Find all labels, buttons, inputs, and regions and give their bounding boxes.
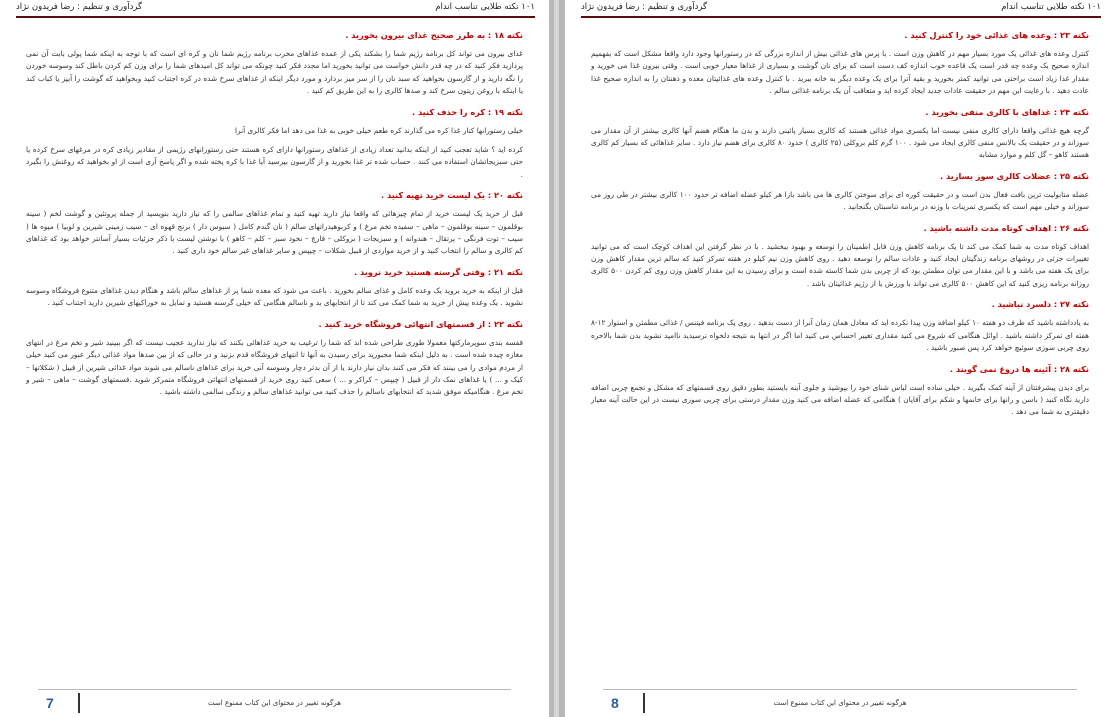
tip-paragraph: برای دیدن پیشرفتتان از آینه کمک بگیرید . خیلی ساده است لباس شنای خود را بپوشید و جلوی آینه بایستید بطور دقیق روی قسمتهای که مشکل و تجمع چربی اضافه دارید نگاه کنید ( باسن و رانها برای خانمها و شکم برای آقایان ) هنگامی که عضله اضافه می کنید وزن مقدار درستی برای چربی سوزی نیست در این حالت آینه معیار دقیقتری به شما می دهد .: [591, 382, 1089, 417]
tip-paragraph: به یادداشته باشید که ظرف دو هفته ۱۰ کیلو اضافه وزن پیدا نکرده اید که معادل همان زمان آنرا از دست بدهید . روی یک برنامه فیتنس / غذائی مطمئن و استوار ۱۲-۸ هفته ای تمرکز داشته باشید . اوائل هنگامی که شروع می کنید مقداری تغییر احساس می کنید اما اگر در انتها به نتیجه دلخواه نرسیدید ناامید نشوید بدن شما بالاخره روی چربی سوزی سوئیچ خواهد کرد پس صبور باشید .: [591, 318, 1089, 353]
footer-rule: [603, 689, 1077, 690]
tip-title: نکته ۲۸ : آئینه ها دروغ نمی گویند .: [949, 363, 1089, 374]
header-book-title: ۱۰۱ نکته طلایی تناسب اندام: [1001, 2, 1101, 12]
tip-title: نکته ۲۲ : از قسمتهای انتهائی فروشگاه خرید کنید .: [318, 318, 523, 329]
tip-title: نکته ۲۰ : یک لیست خرید تهیه کنید .: [381, 190, 523, 201]
page-number: 8: [611, 693, 645, 713]
page-header: [16, 2, 535, 14]
tip-paragraph: کنترل وعده های غذائی یک مورد بسیار مهم در کاهش وزن است . با پرس های غذائی بیش از اندازه بزرگی که در رستورانها وجود دارد واقعا مشکل است که بفهمیم اندازه صحیح یک وعده چه قدر است یک قاعده خوب اندازه کف دست است که برای نان گوشت و بسیاری از غذاها معیار خوبی است . وقتی بیرون غذا می خورید و مقدار غذا زیاد است براحتی می توانید کمتر بخورید و بقیه آنرا برای یک وعده دیگر به خانه ببرید . با کنترل وعده های غذائیتان معده و ذهنتان را به اندازه صحیح غذا عادت دهید . با رعایت این مهم در حقیقت عادات جدید ایجاد کرده اید و متعاقب آن یک برنامه غذائی سالم .: [591, 49, 1089, 96]
header-rule: [581, 16, 1101, 18]
header-rule: [16, 16, 535, 18]
tip-paragraph: خیلی رستورانها کنار غذا کره می گذارند کره طعم خیلی خوبی به غذا می دهد اما فکر کالری آنرا: [235, 125, 523, 135]
page-content: [591, 30, 1089, 657]
tip-title: نکته ۲۳ : وعده های غذائی خود را کنترل کنید .: [904, 30, 1089, 40]
tip-title: نکته ۲۱ : وقتی گرسنه هستید خرید نروید .: [354, 266, 523, 277]
tip-title: نکته ۲۶ : اهداف کوتاه مدت داشته باشید .: [923, 222, 1089, 233]
tip-paragraph: قبل از اینکه به خرید بروید یک وعده کامل و غذای سالم بخورید . باعث می شود که معده شما پر از غذاهای سالم باشد و هنگام دیدن غذاهای متنوع فروشگاه وسوسه نشوید . یک وعده پیش از خرید به شما کمک می کند تا از انتخابهای بد و ناسالم هنگامی که خیلی گرسنه هستید و تمایل به خوراکیهای شیرین دارید اجتناب کنید .: [26, 285, 523, 308]
tip-title: نکته ۲۷ : دلسرد نباشید .: [991, 299, 1089, 310]
page-gutter: [549, 0, 565, 717]
tip-paragraph: اهداف کوتاه مدت به شما کمک می کند تا یک برنامه کاهش وزن قابل اطمینان را توسعه و بهبود ببخشید . با در نظر گرفتن این اهداف کوچک است که می توانید تغییرات جزئی در روشهای برنامه زندگیتان ایجاد کنید و عادات سالم را توسعه دهید . روی کاهش وزن نیم کیلو در هفته تمرکز کنید که سالم ترین مقدار کاهش وزن برای یک هفته می باشد و با این مقدار می توان مطمئن بود که از چربی بدن شما کاسته شده است و برای رسیدن به این مقدار کاهش وزن روی کم کردن ۵۰۰ کالری روزانه برنامه ریزی کنید که این کاهش ۵۰۰ کالری می تواند با ورزش یا از رژیم غذائیتان باشد .: [591, 241, 1089, 288]
tip-title: نکته ۲۵ : عضلات کالری سوز بسازید .: [940, 170, 1089, 181]
tip-paragraph: غذای بیرون می تواند کل برنامه رژیم شما را بشکند یکی از عمده غذاهای مخرب برنامه رژیم شما نان و کره ای است که با توجه به اینکه شما پولی بابت آن نمی پردازید فکر کنید که در چه قدر دانش خواست می توانید بخورید اما مجدد فکر کنید چونکه می تواند کل امیدهای شما را برای وزن کم کردن باطل کند وسوسه خوردن را نگه دارید و از گارسون بخواهید که سبد نان را از سر میز بردارد و مورد دیگر اینکه از غذاهای سرخ شده در کره اجتناب کنید وبخواهید که گوشت را آبپز یا کباب کند یا اینکه با روغن زیتون سرخ کند و صدها کالری را به این طریق کم کنید .: [26, 49, 523, 96]
tip-paragraph: قبل از خرید یک لیست خرید از تمام چیزهائی که واقعا نیاز دارید تهیه کنید و تمام غذاهای سالمی را که نیاز دارید بنویسید از جمله پروتئین و گوشت لخم ( سینه بوقلمون – سینه بوقلمون – ماهی – سفیده تخم مرغ ) و کربوهیدراتهای سالم ( نان گندم کامل ( سبوس دار ) برنج قهوه ای – سیب زمینی شیرین و لوبیا ) میوه ها ( سیب – توت فرنگی – پرتقال – هندوانه ) و سبزیجات ( بروکلی – قارچ – نخود سبز – کلم – کاهو ) با نوشتن لیست با ذکر جزئیات بسیار آسانتر خواهد بود که غذاهای کم کالری و سالم را انتخاب کنید و از خرید مواردی از قبیل شکلات – چیپس و سایر غذاهای غیر سالم خود داری کنید .: [26, 209, 523, 256]
header-compiler: گردآوری و تنظیم : رضا فریدون نژاد: [581, 2, 708, 12]
header-compiler: گردآوری و تنظیم : رضا فریدون نژاد: [16, 2, 143, 12]
tip-paragraph: گرچه هیچ غذائی واقعا دارای کالری منفی نیست اما یکسری مواد غذائی هستند که کالری بسیار پائینی دارند و بدن ما هنگام هضم آنها کالری بیشتر از آن مقدار می سوزاند و در حقیقت یک بالانس منفی کالری ایجاد می شود . ۱۰۰ گرم کلم بروکلی (۲۵ کالری ) حدود ۸۰ کالری برای هضم نیاز دارد . سایر غذاهائی که بسیار کم کالری هستند کاهو – گل کلم و موارد مشابه: [591, 125, 1089, 160]
tip-title: نکته ۱۸ : به طرز صحیح غذای بیرون بخورید .: [345, 30, 523, 40]
page-number: 7: [46, 693, 80, 713]
tip-paragraph: قفسه بندی سوپرمارکتها معمولا طوری طراحی شده اند که شما را ترغیب به خرید غذاهائی بکنند که نیاز ندارید عجیب نیست که اگر ببینید شیر و تخم مرغ در انتهای مغازه چیده شده است . به دلیل اینکه شما مجبورید برای رسیدن به آنها تا انتهای فروشگاه قدم بزنید و در حالی که از بین صدها مواد غذائی دیگر عبور می کنید خیلی از مردم موادی را می بینند که فکر می کنند بدان نیاز دارند یا از آن بدتر دچار وسوسه آنی خرید برای غذاهای ناسالم می شوند مواد غذائی شیرین از قبیل ( شکلاتها – کیک و ... ) یا غذاهای نمک دار از قبیل ( چیپس – کراکر و ... ) سعی کنید روی خرید از قسمتهای انتهائی فروشگاه متمرکز شوید .قسمتهای گوشت – ماهی – شیر و تخم مرغ . هنگامیکه موفق شدید که انتخابهای ناسالم را حذف کنید می توانید غذاهای سالم و زندگی سالمی داشته باشید .: [26, 337, 523, 397]
page-content: [26, 30, 523, 657]
footer-notice: هرگونه تغییر در محتوای این کتاب ممنوع است: [773, 699, 907, 707]
footer-notice: هرگونه تغییر در محتوای این کتاب ممنوع است: [208, 699, 341, 707]
tip-title: نکته ۲۴ : غذاهای با کالری منفی بخورید .: [925, 106, 1089, 117]
page-7: [0, 0, 549, 717]
tip-paragraph: عضله متابولیت ترین بافت فعال بدن است و در حقیقت کوره ای برای سوختن کالری ها می باشد بازا هر کیلو عضله اضافه تر حدود ۱۰۰ کالری بیشتر در طی روز می سوزاند و خیلی مهم است که یکسری تمرینات با وزنه در برنامه تناسبتان بگنجانید .: [591, 189, 1089, 212]
page-header: [581, 2, 1101, 14]
page-8: [565, 0, 1115, 717]
tip-paragraph: کرده اید ؟ شاید تعجب کنید از اینکه بدانید تعداد زیادی از غذاهای رستورانها دارای کره هستند حتی رستورانهای رژیمی از مقادیر زیادی کره در مرغهای سرخ کرده یا حتی سبزیجاتشان استفاده می کنند . حساب شده تر غذا بخورید و از گارسون بپرسید آیا غذا با کره پخته شده و اگر پاسخ آری است از او بخواهید که روغنش را بگیرد .: [26, 145, 523, 179]
tip-title: نکته ۱۹ : کره را حذف کنید .: [411, 106, 523, 117]
header-book-title: ۱۰۱ نکته طلایی تناسب اندام: [435, 2, 535, 12]
footer-rule: [38, 689, 511, 690]
